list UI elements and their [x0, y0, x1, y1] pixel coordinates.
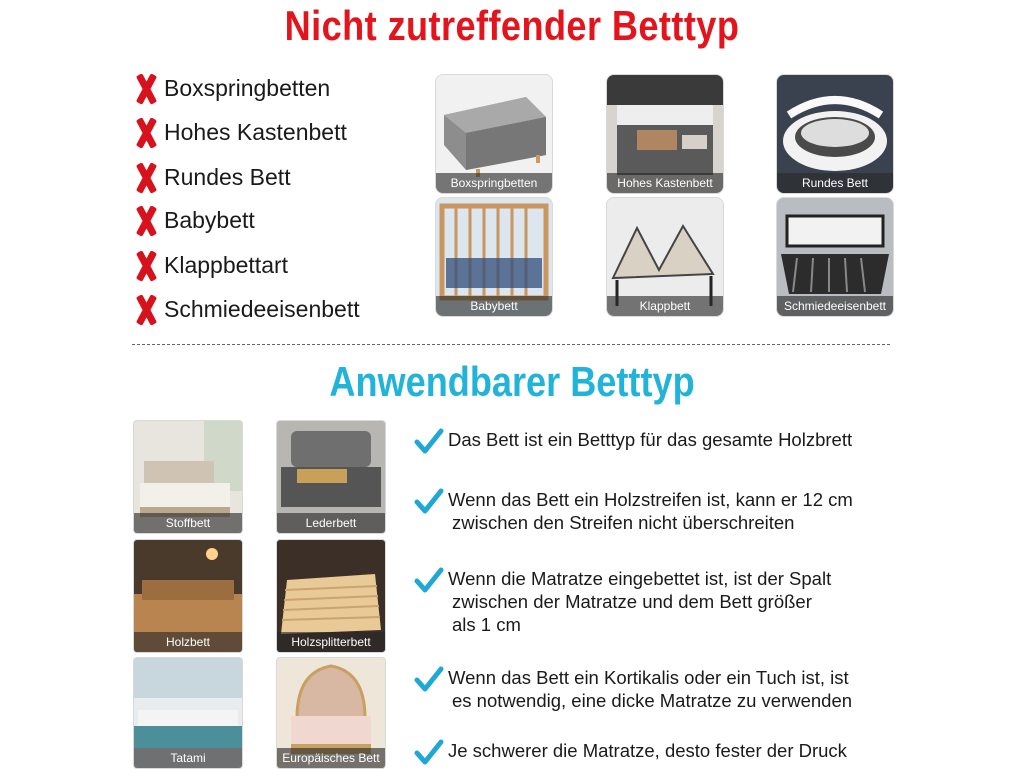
tatami-photo — [133, 657, 243, 769]
check-icon — [414, 666, 444, 692]
note-line: Wenn das Bett ein Holzstreifen ist, kann er 12 cm — [448, 489, 853, 510]
list-item — [132, 289, 392, 329]
x-icon — [132, 203, 160, 237]
list-item — [132, 200, 392, 240]
note-line: es notwendig, eine dicke Matratze zu verwenden — [452, 690, 853, 711]
list-item — [132, 112, 392, 152]
wooden-bed-photo — [133, 539, 243, 653]
title-not-applicable: Nicht zutreffender Betttyp — [284, 2, 740, 49]
list-item-label: Rundes Bett — [164, 163, 291, 190]
european-bed-photo — [276, 657, 386, 769]
slatted-bed-photo — [276, 539, 386, 653]
leather-bed-photo — [276, 420, 386, 534]
note-line: Wenn das Bett ein Kortikalis oder ein Tuch ist, ist — [448, 667, 849, 688]
image-caption: Babybett — [436, 296, 552, 316]
x-icon — [132, 115, 160, 149]
section-divider — [132, 344, 890, 345]
note-line: Wenn die Matratze eingebettet ist, ist der Spalt — [448, 568, 832, 589]
fabric-bed-photo — [133, 420, 243, 534]
note-line: zwischen den Streifen nicht überschreiten — [452, 512, 795, 533]
image-caption: Holzbett — [134, 632, 242, 652]
note-line: Das Bett ist ein Betttyp für das gesamte Holzbrett — [448, 429, 853, 450]
check-icon — [414, 428, 444, 454]
storage-bed-photo — [606, 74, 724, 194]
list-item-label: Schmiedeeisenbett — [164, 295, 360, 322]
image-caption: Boxspringbetten — [436, 173, 552, 193]
list-item-label: Hohes Kastenbett — [164, 118, 347, 145]
note-line: zwischen der Matratze und dem Bett größer — [452, 591, 812, 612]
check-icon — [414, 488, 444, 514]
round-bed-photo — [776, 74, 894, 194]
image-caption: Tatami — [134, 748, 242, 768]
image-caption: Stoffbett — [134, 513, 242, 533]
image-caption: Klappbett — [607, 296, 723, 316]
image-caption: Rundes Bett — [777, 173, 893, 193]
image-caption: Holzsplitterbett — [277, 632, 385, 652]
check-icon — [414, 739, 444, 765]
iron-bed-photo — [776, 197, 894, 317]
x-icon — [132, 71, 160, 105]
x-icon — [132, 292, 160, 326]
crib-photo — [435, 197, 553, 317]
title-applicable: Anwendbarer Betttyp — [329, 358, 695, 405]
boxspring-bed-photo — [435, 74, 553, 194]
image-caption: Schmiedeeisenbett — [777, 296, 893, 316]
note-line: als 1 cm — [452, 614, 521, 635]
check-icon — [414, 567, 444, 593]
list-item — [132, 68, 392, 108]
list-item — [132, 157, 392, 197]
image-caption: Lederbett — [277, 513, 385, 533]
folding-bed-photo — [606, 197, 724, 317]
note-line: Je schwerer die Matratze, desto fester der Druck — [448, 740, 847, 761]
image-caption: Hohes Kastenbett — [607, 173, 723, 193]
list-item — [132, 245, 392, 285]
x-icon — [132, 248, 160, 282]
image-caption: Europäisches Bett — [277, 748, 385, 768]
x-icon — [132, 160, 160, 194]
list-item-label: Boxspringbetten — [164, 74, 331, 101]
list-item-label: Babybett — [164, 206, 255, 233]
list-item-label: Klappbettart — [164, 251, 289, 278]
